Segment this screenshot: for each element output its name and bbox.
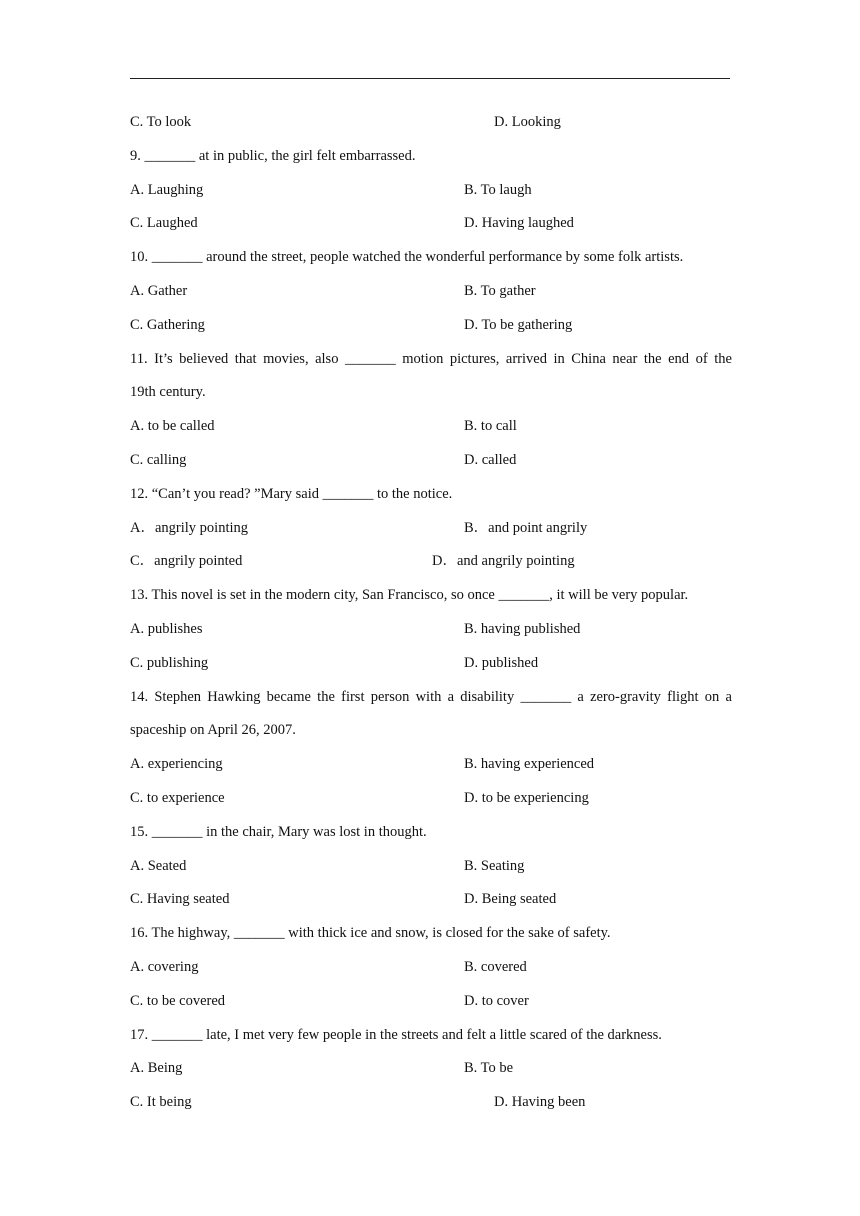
option-left: A. covering [130, 958, 199, 975]
option-right: B. having published [464, 620, 581, 637]
question-stem: 17. _______ late, I met very few people in the streets and felt a little scared of the darkness. [130, 1026, 662, 1043]
option-right: D. Being seated [464, 891, 557, 908]
option-row [130, 449, 732, 483]
option-left: A．angrily pointing [130, 519, 249, 536]
option-right: B. having experienced [464, 756, 595, 773]
option-left: A. experiencing [130, 756, 223, 773]
option-row [130, 314, 732, 348]
option-left: C. Having seated [130, 891, 230, 908]
option-left: C. To look [130, 114, 192, 130]
option-left: C. to experience [130, 789, 225, 806]
question-stem: 13. This novel is set in the modern city, San Francisco, so once _______, it will be very popular. [130, 587, 689, 604]
option-row [130, 855, 732, 889]
option-row [130, 753, 732, 787]
option-left: C. to be covered [130, 992, 226, 1009]
option-right: B. To gather [464, 282, 536, 299]
question-stem: 9. _______ at in public, the girl felt embarrassed. [130, 147, 416, 164]
option-right: B. To laugh [464, 181, 532, 198]
option-row [130, 280, 732, 314]
option-row [130, 517, 732, 551]
option-left: C. It being [130, 1094, 192, 1111]
option-left: C. calling [130, 451, 187, 468]
option-right: D. called [464, 451, 517, 468]
question-stem-line2: spaceship on April 26, 2007. [130, 722, 296, 739]
option-right: D. Having been [494, 1094, 586, 1111]
question-stem-line1: 14. Stephen Hawking became the first person with a disability _______ a zero-gravity flight on a [130, 688, 732, 705]
option-left: C．angrily pointed [130, 553, 243, 570]
option-right: B. to call [464, 418, 517, 435]
option-left: A. publishes [130, 620, 203, 637]
option-right: D. To be gathering [464, 316, 573, 333]
question-list [130, 111, 732, 1125]
option-right: D. to cover [464, 992, 529, 1009]
option-left: C. Gathering [130, 316, 205, 333]
question-stem: 15. _______ in the chair, Mary was lost in thought. [130, 823, 427, 840]
option-left: A. Gather [130, 282, 188, 299]
option-row [130, 1091, 732, 1125]
question-stem-line1: 11. It’s believed that movies, also _______ motion pictures, arrived in China near the end of the [130, 350, 732, 367]
option-row [130, 652, 732, 686]
option-row [130, 550, 732, 584]
option-right: B. covered [464, 958, 527, 975]
option-row [130, 179, 732, 213]
option-row [130, 990, 732, 1024]
option-left: A. Laughing [130, 181, 204, 198]
question-stem: 16. The highway, _______ with thick ice and snow, is closed for the sake of safety. [130, 925, 611, 942]
header-rule [130, 78, 730, 79]
option-left: A. to be called [130, 418, 215, 435]
question-stem: 10. _______ around the street, people watched the wonderful performance by some folk artists. [130, 249, 684, 266]
option-right: D. Looking [494, 114, 561, 130]
option-right: D. to be experiencing [464, 789, 589, 806]
option-right: D. Having laughed [464, 215, 574, 232]
option-row [130, 111, 732, 145]
question-stem [130, 348, 732, 382]
question-stem-line2: 19th century. [130, 384, 206, 401]
option-row [130, 618, 732, 652]
option-left: C. publishing [130, 654, 209, 671]
option-row [130, 787, 732, 821]
option-left: A. Being [130, 1060, 183, 1077]
option-row [130, 956, 732, 990]
question-stem [130, 686, 732, 720]
option-left: A. Seated [130, 857, 187, 874]
option-right: B. Seating [464, 857, 525, 874]
option-left: C. Laughed [130, 215, 198, 232]
option-right: D．and angrily pointing [432, 553, 575, 570]
option-row [130, 212, 732, 246]
option-right: D. published [464, 654, 539, 671]
option-right: B. To be [464, 1060, 514, 1077]
option-right: B．and point angrily [464, 519, 588, 536]
option-row [130, 1057, 732, 1091]
option-row [130, 888, 732, 922]
question-stem: 12. “Can’t you read? ”Mary said _______ to the notice. [130, 485, 453, 502]
option-row [130, 415, 732, 449]
